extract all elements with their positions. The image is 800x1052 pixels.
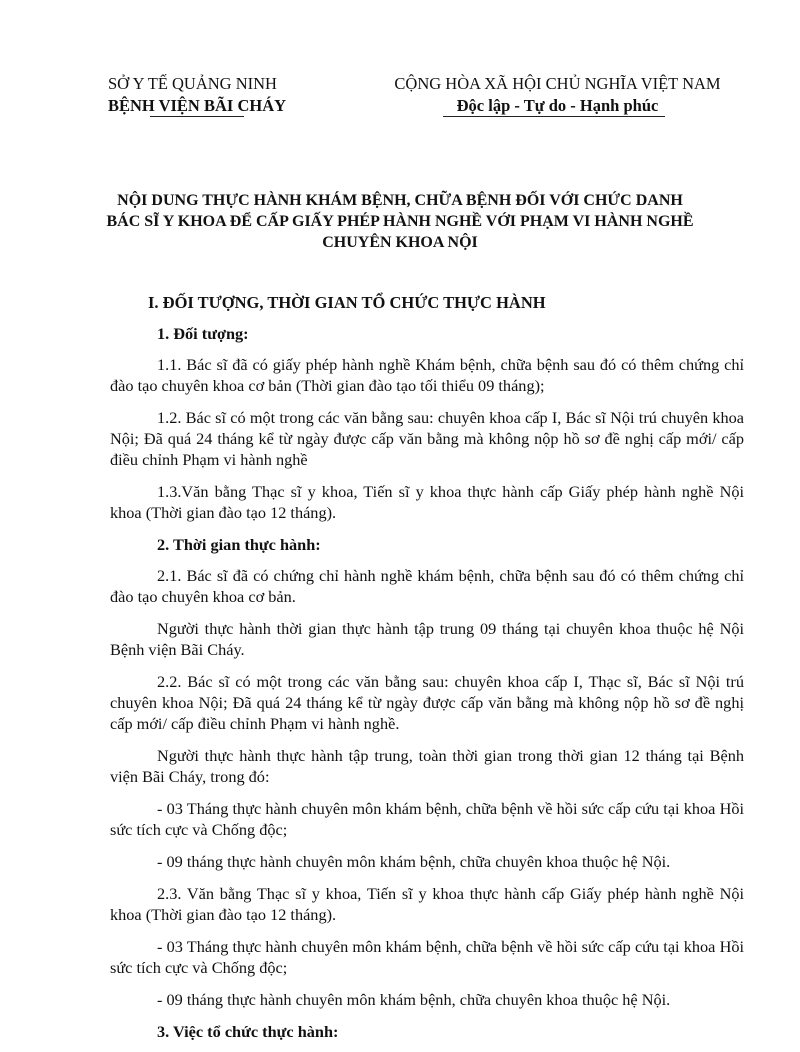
national-motto-block (384, 73, 731, 117)
list-item: - 03 Tháng thực hành chuyên môn khám bệnh, chữa bệnh về hồi sức cấp cứu tại khoa Hồi sức tích cực và Chống độc; (110, 937, 744, 977)
motto-underline (443, 116, 665, 117)
paragraph: 2.3. Văn bằng Thạc sĩ y khoa, Tiến sĩ y khoa thực hành cấp Giấy phép hành nghề Nội khoa (Thời gian đào tạo 12 tháng). (110, 884, 744, 924)
issuer-underline (150, 116, 244, 117)
issuer-hospital: BỆNH VIỆN BÃI CHÁY (108, 96, 287, 115)
paragraph: Người thực hành thực hành tập trung, toàn thời gian trong thời gian 12 tháng tại Bệnh viện Bãi Cháy, trong đó: (110, 746, 744, 786)
country-name: CỘNG HÒA XÃ HỘI CHỦ NGHĨA VIỆT NAM (394, 74, 721, 93)
title-line-2: BÁC SĨ Y KHOA ĐỂ CẤP GIẤY PHÉP HÀNH NGHỀ VỚI PHẠM VI HÀNH NGHỀ (106, 213, 694, 230)
paragraph: 1.1. Bác sĩ đã có giấy phép hành nghề Khám bệnh, chữa bệnh sau đó có thêm chứng chỉ đào tạo chuyên khoa cơ bản (Thời gian đào tạo tối thiểu 09 tháng); (110, 355, 744, 395)
document-title (100, 190, 700, 253)
document-body (110, 292, 744, 1052)
title-line-1: NỘI DUNG THỰC HÀNH KHÁM BỆNH, CHỮA BỆNH ĐỐI VỚI CHỨC DANH (117, 192, 683, 209)
paragraph: 2.1. Bác sĩ đã có chứng chỉ hành nghề khám bệnh, chữa bệnh sau đó có thêm chứng chỉ đào tạo chuyên khoa cơ bản. (110, 566, 744, 606)
issuer-block (108, 73, 286, 117)
paragraph: Người thực hành thời gian thực hành tập trung 09 tháng tại chuyên khoa thuộc hệ Nội Bệnh viện Bãi Cháy. (110, 619, 744, 659)
subsection-heading: 3. Việc tổ chức thực hành: (157, 1022, 339, 1041)
section-heading: I. ĐỐI TƯỢNG, THỜI GIAN TỔ CHỨC THỰC HÀNH (148, 293, 546, 312)
paragraph: 2.2. Bác sĩ có một trong các văn bằng sau: chuyên khoa cấp I, Thạc sĩ, Bác sĩ Nội trú chuyên khoa Nội; Đã quá 24 tháng kể từ ngày được cấp văn bằng mà không nộp hồ sơ đề nghị cấp mới/ cấp điều chỉnh Phạm vi hành nghề. (110, 672, 744, 733)
paragraph: 1.3.Văn bằng Thạc sĩ y khoa, Tiến sĩ y khoa thực hành cấp Giấy phép hành nghề Nội khoa (Thời gian đào tạo 12 tháng). (110, 482, 744, 522)
list-item: - 09 tháng thực hành chuyên môn khám bệnh, chữa chuyên khoa thuộc hệ Nội. (157, 990, 671, 1009)
subsection-heading: 2. Thời gian thực hành: (157, 535, 321, 554)
title-line-3: CHUYÊN KHOA NỘI (322, 234, 478, 251)
list-item: - 09 tháng thực hành chuyên môn khám bệnh, chữa chuyên khoa thuộc hệ Nội. (157, 852, 671, 871)
list-item: - 03 Tháng thực hành chuyên môn khám bệnh, chữa bệnh về hồi sức cấp cứu tại khoa Hồi sức tích cực và Chống độc; (110, 799, 744, 839)
subsection-heading: 1. Đối tượng: (157, 324, 249, 343)
issuer-department: SỞ Y TẾ QUẢNG NINH (108, 74, 277, 93)
motto: Độc lập - Tự do - Hạnh phúc (456, 96, 659, 115)
paragraph: 1.2. Bác sĩ có một trong các văn bằng sau: chuyên khoa cấp I, Bác sĩ Nội trú chuyên khoa Nội; Đã quá 24 tháng kể từ ngày được cấp văn bằng mà không nộp hồ sơ đề nghị cấp mới/ cấp điều chỉnh Phạm vi hành nghề (110, 408, 744, 469)
